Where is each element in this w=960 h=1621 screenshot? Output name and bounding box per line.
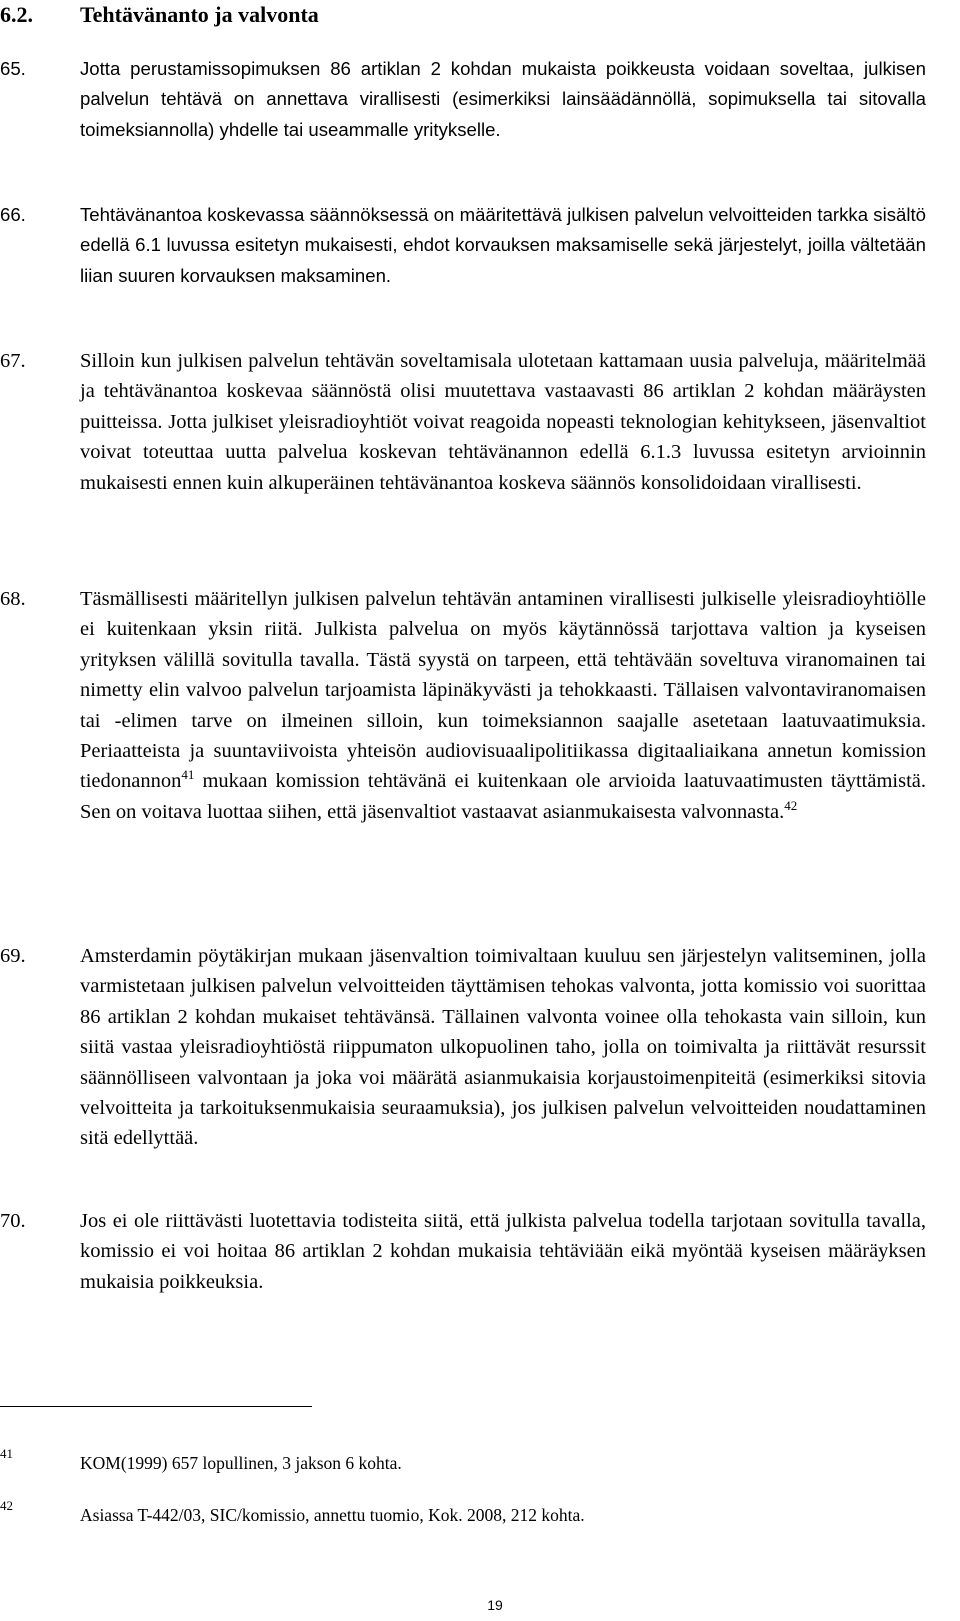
section-number: 6.2.	[0, 2, 33, 27]
footnote-ref-41[interactable]: 41	[181, 767, 195, 783]
paragraph-number: 66.	[0, 204, 26, 225]
paragraph-number: 68.	[0, 588, 26, 610]
paragraph-69	[0, 941, 926, 1154]
footnote-text: KOM(1999) 657 lopullinen, 3 jakson 6 kohta.	[80, 1453, 402, 1473]
section-title: Tehtävänanto ja valvonta	[80, 2, 319, 27]
footnote-41	[0, 1446, 926, 1474]
paragraph-66	[0, 200, 926, 291]
paragraph-number: 70.	[0, 1210, 26, 1232]
paragraph-number: 69.	[0, 945, 26, 967]
page-number: 19	[487, 1597, 503, 1613]
paragraph-text: Tehtävänantoa koskevassa säännöksessä on määritettävä julkisen palvelun velvoitteiden tarkka sisältö edellä 6.1 luvussa esitetyn mukaisesti, ehdot korvauksen maksamiselle sekä järjestelyt, joilla vältetään liian suuren korvauksen maksaminen.	[80, 204, 926, 286]
footnote-number: 41	[0, 1446, 13, 1461]
footnote-text: Asiassa T-442/03, SIC/komissio, annettu tuomio, Kok. 2008, 212 kohta.	[80, 1505, 585, 1525]
paragraph-67	[0, 346, 926, 498]
paragraph-text: Silloin kun julkisen palvelun tehtävän soveltamisala ulotetaan kattamaan uusia palveluja, määritelmää ja tehtävänantoa koskevaa säännöstä olisi muutettava vastaavasti 86 artiklan 2 kohdan määräysten puitteissa. Jotta julkiset yleisradioyhtiöt voivat reagoida nopeasti teknologian kehitykseen, jäsenvaltiot voivat toteuttaa uutta palvelua koskevan tehtävänannon edellä 6.1.3 luvussa esitetyn arvioinnin mukaisesti ennen kuin alkuperäinen tehtävänantoa koskeva säännös konsolidoidaan virallisesti.	[80, 350, 926, 494]
paragraph-text: Jos ei ole riittävästi luotettavia todisteita siitä, että julkista palvelua todella tarjotaan sovitulla tavalla, komissio ei voi hoitaa 86 artiklan 2 kohdan mukaisia tehtäviään eikä myöntää kyseisen määräyksen mukaisia poikkeuksia.	[80, 1210, 926, 1293]
paragraph-65	[0, 54, 926, 145]
footnote-separator	[0, 1406, 312, 1407]
footnote-42	[0, 1498, 926, 1526]
paragraph-number: 67.	[0, 350, 26, 372]
paragraph-text-part: Täsmällisesti määritellyn julkisen palvelun tehtävän antaminen virallisesti julkiselle yleisradioyhtiölle ei kuitenkaan yksin riitä. Julkista palvelua on myös käytännössä tarjottava valtion ja kyseisen yrityksen välillä sovitulla tavalla. Tästä syystä on tarpeen, että tehtävään soveltuva viranomainen tai nimetty elin valvoo palvelun tarjoamista läpinäkyvästi ja tehokkaasti. Tällaisen valvontaviranomaisen tai -elimen tarve on ilmeinen silloin, kun toimeksiannon saajalle asetetaan laatuvaatimuksia. Periaatteista ja suuntaviivoista yhteisön audiovisuaalipolitiikassa digitaaliaikana annetun komission tiedonannon	[80, 588, 926, 793]
paragraph-text: Amsterdamin pöytäkirjan mukaan jäsenvaltion toimivaltaan kuuluu sen järjestelyn valitseminen, jolla varmistetaan julkisen palvelun velvoitteiden täyttämisen tehokas valvonta, jotta komissio voi suorittaa 86 artiklan 2 kohdan mukaiset tehtävänsä. Tällainen valvonta voinee olla tehokasta vain silloin, kun siitä vastaa yleisradioyhtiöstä riippumaton ulkopuolinen taho, jolla on toimivalta ja riittävät resurssit säännölliseen valvontaan ja joka voi määrätä asianmukaisia korjaustoimenpiteitä (esimerkiksi sitovia velvoitteita ja tarkoituksenmukaisia seuraamuksia), jos julkisen palvelun velvoitteiden noudattaminen sitä edellyttää.	[80, 945, 926, 1150]
paragraph-68	[0, 584, 926, 827]
paragraph-text	[80, 584, 926, 827]
footnote-ref-42[interactable]: 42	[784, 797, 798, 813]
paragraph-70	[0, 1206, 926, 1297]
paragraph-text-part: mukaan komission tehtävänä ei kuitenkaan ole arvioida laatuvaatimusten täyttämistä. Sen on voitava luottaa siihen, että jäsenvaltiot vastaavat asianmukaisesta valvonnasta.	[80, 770, 926, 823]
paragraph-text: Jotta perustamissopimuksen 86 artiklan 2 kohdan mukaista poikkeusta voidaan soveltaa, julkisen palvelun tehtävä on annettava virallisesti (esimerkiksi lainsäädännöllä, sopimuksella tai sitovalla toimeksiannolla) yhdelle tai useammalle yritykselle.	[80, 58, 926, 140]
section-heading	[0, 2, 319, 28]
footnote-number: 42	[0, 1498, 13, 1513]
paragraph-number: 65.	[0, 58, 26, 79]
